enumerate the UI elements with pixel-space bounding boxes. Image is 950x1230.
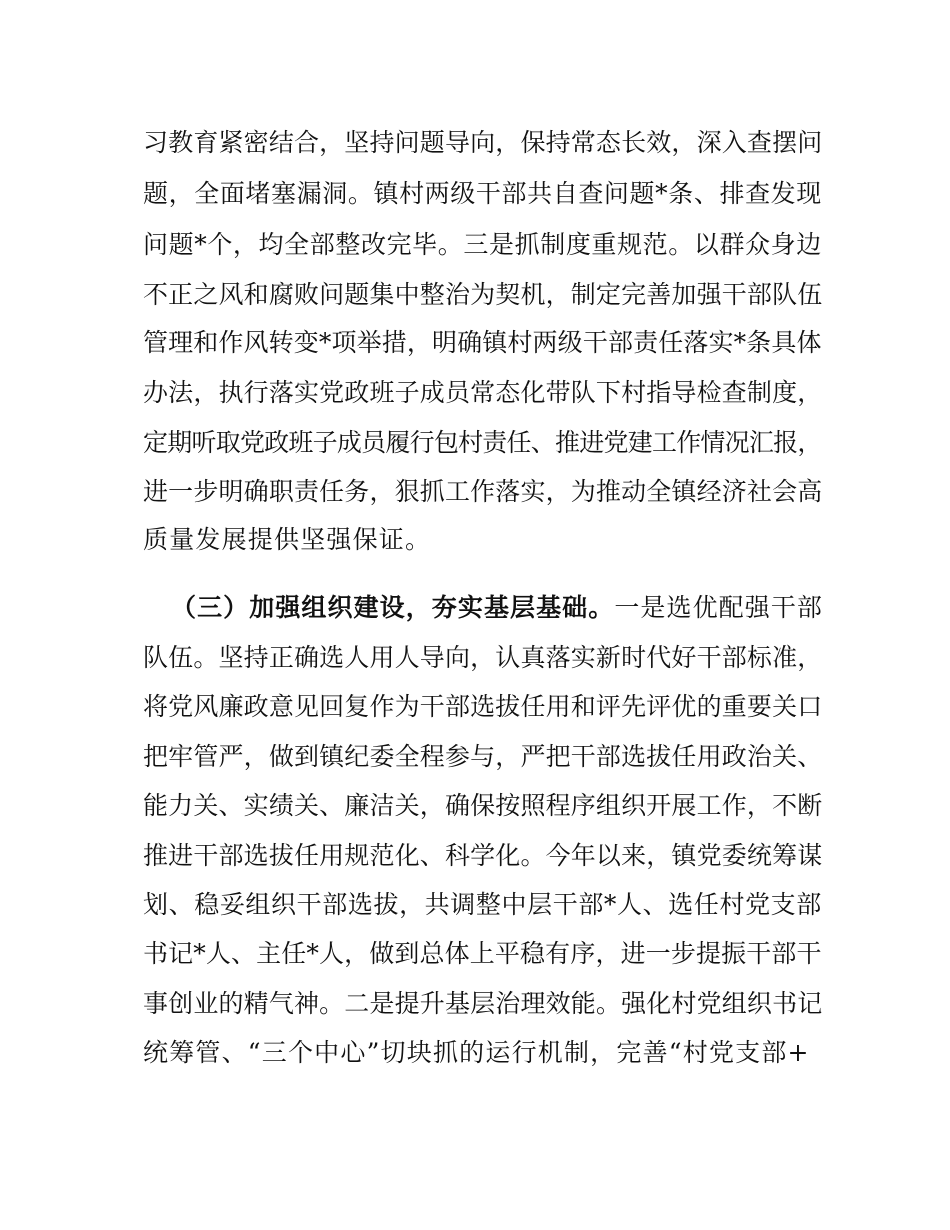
text-line: 把牢管严，做到镇纪委全程参与，严把干部选拔任用政治关、 (143, 742, 823, 771)
text-line: 队伍。坚持正确选人用人导向，认真落实新时代好干部标准， (143, 643, 823, 672)
text-line: 进一步明确职责任务，狠抓工作落实，为推动全镇经济社会高 (143, 477, 823, 506)
text-line: 事创业的精气神。二是提升基层治理效能。强化村党组织书记 (143, 989, 823, 1018)
text-line: 定期听取党政班子成员履行包村责任、推进党建工作情况汇报， (143, 428, 822, 457)
text-line: 问题*个，均全部整改完毕。三是抓制度重规范。以群众身边 (143, 230, 822, 259)
section-heading-rest: 一是选优配强干部 (614, 593, 823, 622)
text-line: 办法，执行落实党政班子成员常态化带队下村指导检查制度， (143, 378, 823, 407)
text-line: 能力关、实绩关、廉洁关，确保按照程序组织开展工作，不断 (143, 791, 823, 820)
text-line: 不正之风和腐败问题集中整治为契机，制定完善加强干部队伍 (143, 280, 823, 309)
text-line: 统筹管、“三个中心”切块抓的运行机制，完善“村党支部+ (143, 1038, 810, 1067)
section-heading: （三）加强组织建设，夯实基层基础。 (171, 593, 615, 622)
text-line: 推进干部选拔任用规范化、科学化。今年以来，镇党委统筹谋 (143, 841, 823, 870)
text-line: 将党风廉政意见回复作为干部选拔任用和评先评优的重要关口 (143, 692, 823, 721)
text-line: 题，全面堵塞漏洞。镇村两级干部共自查问题*条、排查发现 (143, 179, 822, 208)
text-line: 质量发展提供坚强保证。 (143, 525, 432, 554)
text-line: 管理和作风转变*项举措，明确镇村两级干部责任落实*条具体 (143, 328, 822, 357)
text-line: 划、稳妥组织干部选拔，共调整中层干部*人、选任村党支部 (143, 890, 822, 919)
section-heading-line (171, 593, 823, 623)
text-line: 书记*人、主任*人，做到总体上平稳有序，进一步提振干部干 (143, 939, 822, 968)
text-line: 习教育紧密结合，坚持问题导向，保持常态长效，深入查摆问 (143, 128, 823, 157)
